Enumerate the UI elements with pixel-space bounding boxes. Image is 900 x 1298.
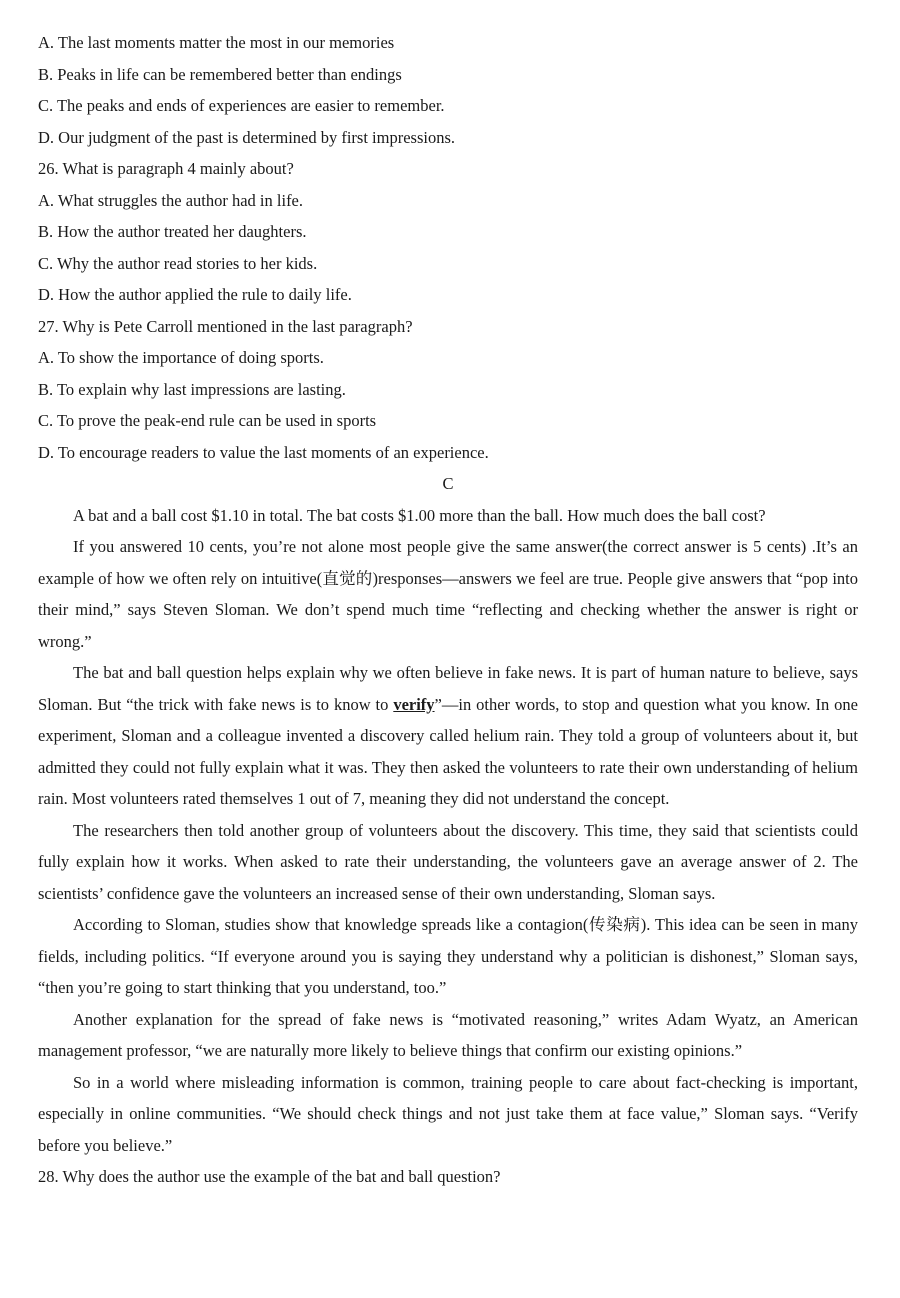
q27-option-d: D. To encourage readers to value the last moments of an experience.: [38, 442, 489, 462]
q26-option-a: A. What struggles the author had in life.: [38, 190, 304, 210]
passage-paragraph-3: [38, 657, 858, 815]
q26-option-c: C. Why the author read stories to her kids.: [38, 253, 318, 273]
q26-option-d: D. How the author applied the rule to daily life.: [38, 285, 352, 304]
paragraph-3-text-after: ”—in other words, to stop and question what you know. In one experiment, Sloman and a colleague invented a discovery called helium rain. They told a group of volunteers about it, but admitted they could not fully explain what it was. They then asked the volunteers to rate their own understanding of helium rain. Most volunteers rated themselves 1 out of 7, meaning they did not understand the concept.: [38, 694, 858, 808]
q27-option-b: B. To explain why last impressions are lasting.: [38, 379, 346, 399]
verify-keyword: verify: [393, 694, 435, 714]
paragraph-3-text-before: The bat and ball question helps explain why we often believe in fake news. It is part of human nature to believe, says Sloman. But “the trick with fake news is to know to: [38, 663, 858, 714]
q25-option-d: D. Our judgment of the past is determined by first impressions.: [38, 127, 456, 147]
passage-paragraph-6: Another explanation for the spread of fake news is “motivated reasoning,” writes Adam Wyatz, an American management professor, “we are naturally more likely to believe things that confirm our existing opinions.”: [38, 1009, 858, 1060]
q28-question: 28. Why does the author use the example of the bat and ball question?: [38, 1167, 501, 1186]
passage-paragraph-4: The researchers then told another group of volunteers about the discovery. This time, they said that scientists could fully explain how it works. When asked to rate their understanding, the volunteers gave an average answer of 2. The scientists’ confidence gave the volunteers an increased sense of their own understanding, Sloman says.: [38, 820, 858, 903]
q27-option-c: C. To prove the peak-end rule can be used in sports: [38, 411, 377, 430]
q25-option-a: A. The last moments matter the most in our memories: [38, 33, 395, 52]
exam-page: [38, 27, 858, 1193]
q27-option-a: A. To show the importance of doing sports.: [38, 348, 324, 367]
passage-paragraph-2: If you answered 10 cents, you’re not alone most people give the same answer(the correct answer is 5 cents) .It’s an example of how we often rely on intuitive(直觉的)responses—answers we feel are true. People give answers that “pop into their mind,” says Steven Sloman. We don’t spend much time “reflecting and checking whether the answer is right or wrong.”: [38, 537, 858, 651]
q26-question: 26. What is paragraph 4 mainly about?: [38, 159, 294, 178]
q25-option-b: B. Peaks in life can be remembered better than endings: [38, 64, 402, 84]
q26-option-b: B. How the author treated her daughters.: [38, 222, 307, 241]
passage-paragraph-7: So in a world where misleading information is common, training people to care about fact-checking is important, especially in online communities. “We should check things and not just take them at face value,” Sloman says. “Verify before you believe.”: [38, 1072, 858, 1155]
passage-paragraph-5: According to Sloman, studies show that knowledge spreads like a contagion(传染病). This idea can be seen in many fields, including politics. “If everyone around you is saying they understand why a politician is dishonest,” Sloman says, “then you’re going to start thinking that you understand, too.”: [38, 915, 858, 997]
passage-paragraph-1: A bat and a ball cost $1.10 in total. The bat costs $1.00 more than the ball. How much does the ball cost?: [73, 505, 766, 525]
q27-question: 27. Why is Pete Carroll mentioned in the last paragraph?: [38, 316, 413, 336]
q25-option-c: C. The peaks and ends of experiences are easier to remember.: [38, 96, 445, 115]
section-c-heading: C: [442, 474, 454, 493]
